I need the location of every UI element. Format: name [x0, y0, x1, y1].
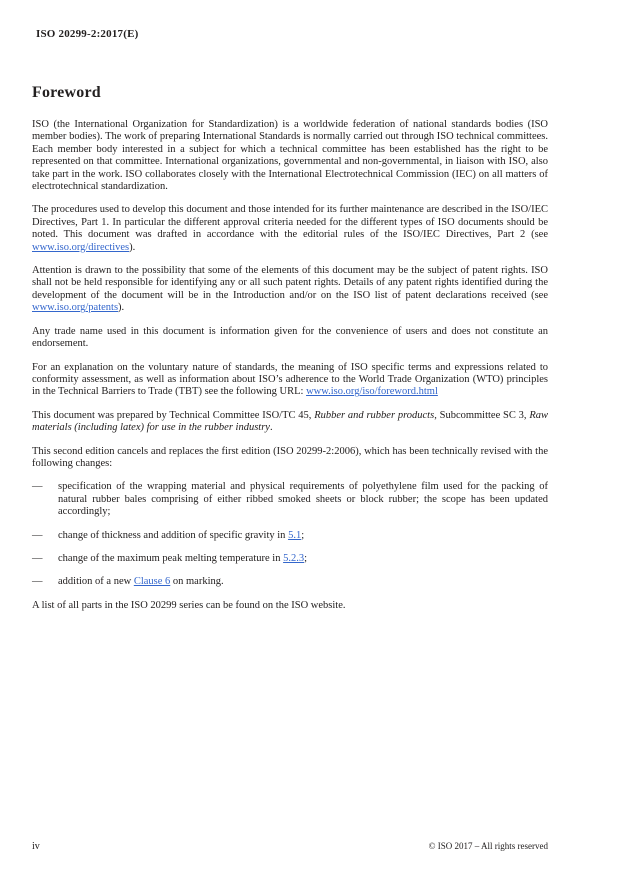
text-segment: Any trade name used in this document is information given for the convenience of users and does not constitute an endorsement.	[32, 325, 548, 350]
text-segment: ;	[304, 552, 308, 564]
page-footer	[32, 841, 548, 852]
text-segment: ;	[301, 529, 305, 541]
text-segment: change of thickness and addition of specific gravity in	[58, 529, 289, 541]
text-segment: specification of the wrapping material and physical requirements of polyethylene film used for the packing of natural rubber bales comprising of either ribbed smoked sheets or block rubber; the scope has been updated accordingly;	[58, 481, 548, 518]
text-segment: This document was prepared by Technical Committee ISO/TC 45,	[32, 409, 315, 421]
italic-text: Raw materials (including latex) for use in the rubber industry	[32, 409, 549, 434]
list-dash: —	[32, 576, 43, 588]
list-item-text	[58, 530, 548, 542]
patents-link[interactable]: www.iso.org/patents	[32, 302, 119, 314]
text-segment: .	[269, 422, 273, 434]
text-segment: addition of a new	[58, 576, 134, 588]
clause-5-2-3-link[interactable]: 5.2.3	[283, 552, 305, 564]
text-segment: For an explanation on the voluntary nature of standards, the meaning of ISO specific terms and expressions related to conformity assessment, as well as information about ISO’s adherence to the World Trade Organization (WTO) principles in the Technical Barriers to Trade (TBT) see the following URL:	[32, 361, 548, 398]
foreword-url-link[interactable]: www.iso.org/iso/foreword.html	[306, 386, 438, 398]
list-dash: —	[32, 481, 43, 493]
change-list-item	[32, 553, 548, 565]
text-segment: ISO (the International Organization for Standardization) is a worldwide federation of national standards bodies (ISO member bodies). The work of preparing International Standards is normally carried out through ISO technical committees. Each member body interested in a subject for which a technical committee has been established has the right to be represented on that committee. International organizations, governmental and non-governmental, in liaison with ISO, also take part in the work. ISO collaborates closely with the International Electrotechnical Commission (IEC) on all matters of electrotechnical standardization.	[32, 119, 548, 193]
paragraph-patent-rights	[32, 265, 548, 315]
paragraph-procedures	[32, 204, 548, 254]
list-item-text	[58, 553, 548, 565]
italic-text: Rubber and rubber products	[314, 409, 435, 421]
paragraph-committee	[32, 410, 548, 435]
text-segment: ).	[129, 241, 136, 253]
paragraph-second-edition	[32, 446, 548, 471]
change-list-item	[32, 576, 548, 588]
paragraph-series-note	[32, 600, 548, 612]
page-number: iv	[32, 841, 40, 852]
directives-link[interactable]: www.iso.org/directives	[32, 241, 130, 253]
text-segment: This second edition cancels and replaces the first edition (ISO 20299-2:2006), which has been technically revised with the following changes:	[32, 445, 548, 469]
list-item-text	[58, 481, 548, 518]
document-body	[32, 119, 548, 612]
list-item-text	[58, 576, 548, 588]
section-title: Foreword	[32, 84, 101, 101]
paragraph-wto	[32, 362, 548, 399]
document-reference: ISO 20299-2:2017(E)	[36, 28, 139, 40]
changes-list	[32, 481, 548, 588]
text-segment: Attention is drawn to the possibility that some of the elements of this document may be the subject of patent rights. ISO shall not be held responsible for identifying any or all such patent rights. Details of any patent rights identified during the development of the document will be in the Introduction and/or on the ISO list of patent declarations received (see	[32, 265, 548, 301]
text-segment: change of the maximum peak melting temperature in	[58, 552, 284, 564]
paragraph-iso-federation	[32, 119, 548, 193]
change-list-item	[32, 530, 548, 542]
change-list-item	[32, 481, 548, 518]
text-segment: , Subcommittee SC 3,	[434, 409, 530, 421]
paragraph-trade-name	[32, 326, 548, 351]
copyright-notice: © ISO 2017 – All rights reserved	[428, 841, 548, 851]
text-segment: on marking.	[170, 576, 224, 588]
clause-5-1-link[interactable]: 5.1	[288, 529, 302, 541]
list-dash: —	[32, 529, 43, 541]
clause-6-link[interactable]: Clause 6	[133, 576, 171, 588]
text-segment: A list of all parts in the ISO 20299 series can be found on the ISO website.	[32, 599, 346, 611]
text-segment: The procedures used to develop this document and those intended for its further maintenance are described in the ISO/IEC Directives, Part 1. In particular the different approval criteria needed for the different types of ISO documents should be noted. This document was drafted in accordance with the editorial rules of the ISO/IEC Directives, Part 2 (see	[32, 204, 548, 241]
text-segment: ).	[118, 302, 125, 314]
list-dash: —	[32, 552, 43, 564]
